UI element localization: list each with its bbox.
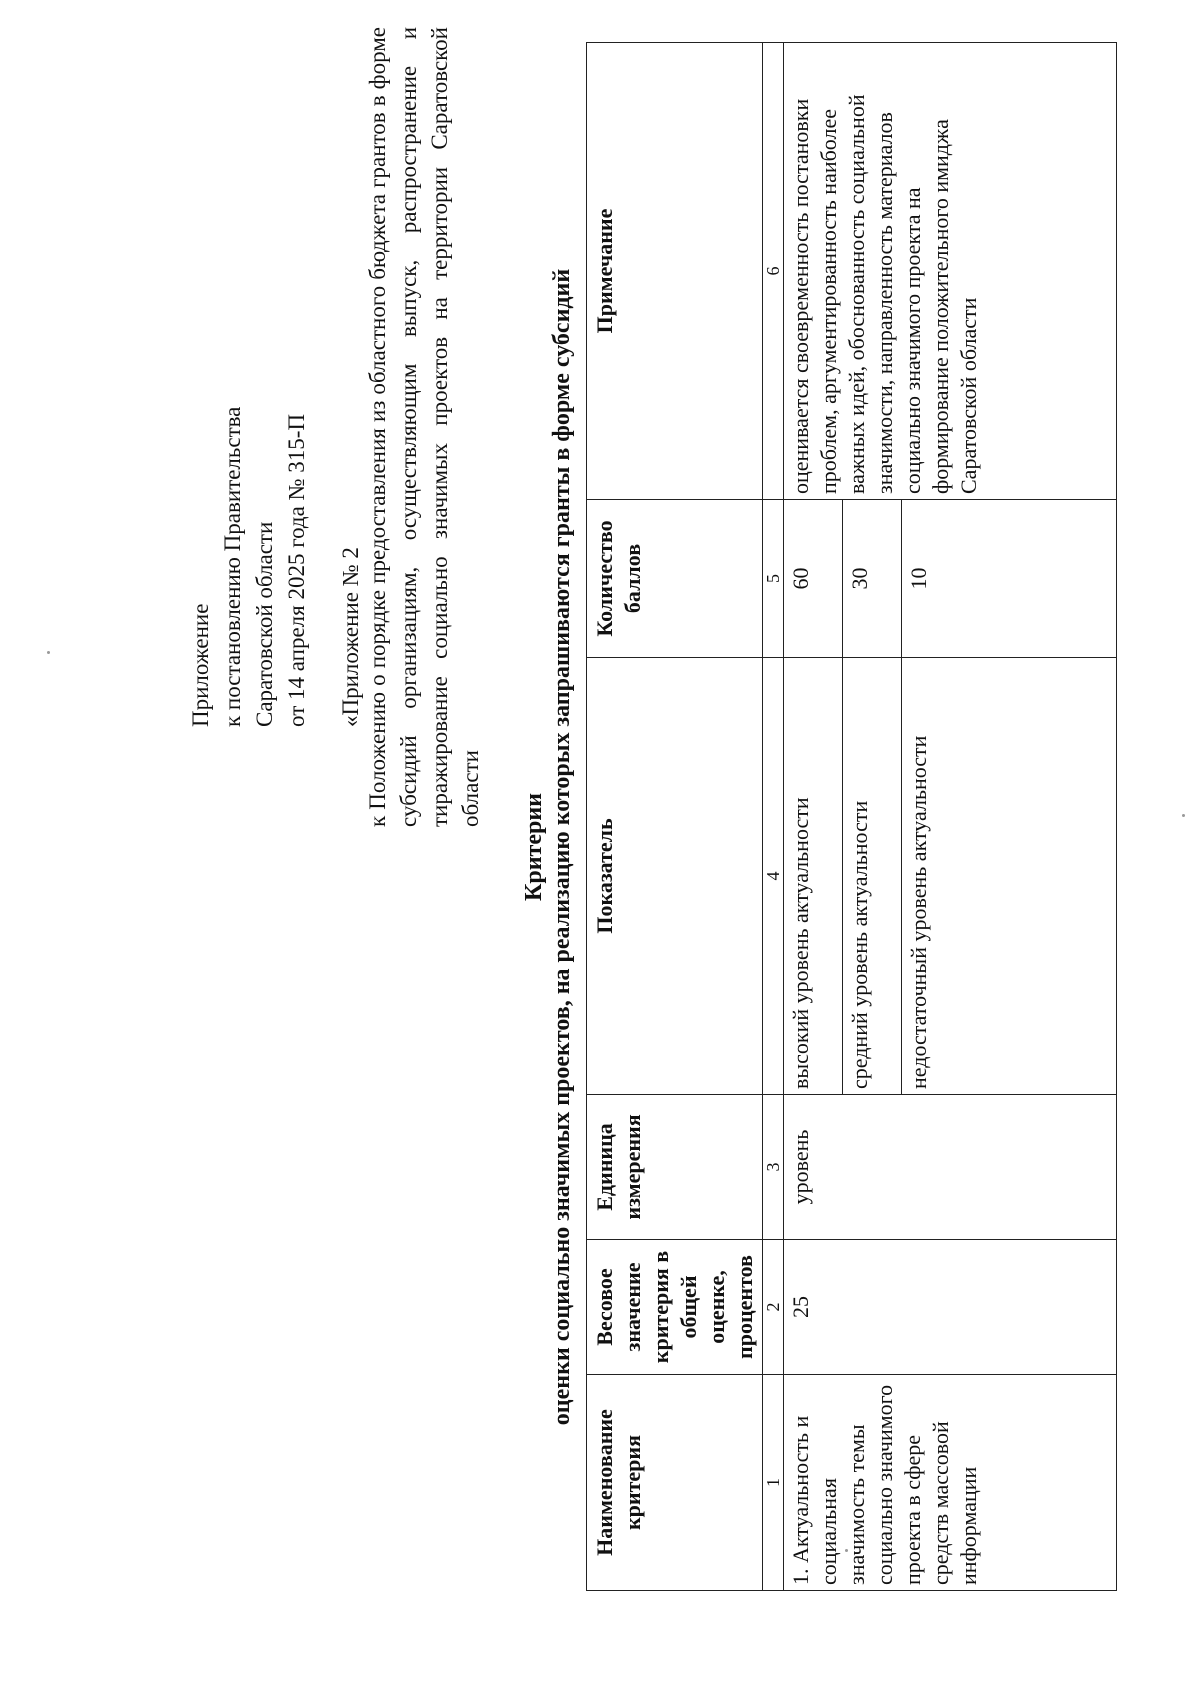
header-points: Количество баллов: [587, 500, 763, 658]
indicator-cell: [784, 658, 843, 1095]
appendix-header-line: Саратовской области: [252, 521, 277, 727]
header-weight: Весовое значение критерия в общей оценке, процентов: [587, 1240, 763, 1375]
appendix2-text: к Положению о порядке предоставления из областного бюджета грантов в форме субсидий организациям, осуществляющим выпуск, распространение и тиражирование социально значимых проектов на территории Саратовской области: [365, 27, 483, 827]
column-number: 5: [763, 500, 784, 658]
criterion-weight: 25: [784, 1240, 1117, 1375]
indicator-points: 10: [902, 500, 1117, 658]
column-number: 4: [763, 658, 784, 1095]
document-title-line: Критерии: [521, 792, 547, 902]
column-number: 2: [763, 1240, 784, 1375]
document-subtitle: оценки социально значимых проектов, на реализацию которых запрашиваются гранты в форме субсидий: [549, 268, 575, 1426]
table-header-row: [587, 43, 763, 1591]
criterion-note-cell: [784, 43, 1117, 500]
criteria-table: [586, 42, 1117, 1591]
header-criterion-name: Наименование критерия: [587, 1375, 763, 1591]
column-number: 6: [763, 43, 784, 500]
indicator-text: высокий уровень актуальности: [788, 797, 813, 1089]
indicator-cell: [902, 658, 1117, 1095]
criterion-name: 1. Актуальность и социальная значимость темы социально значимого проекта в сфере средств массовой информации: [788, 1384, 981, 1585]
criterion-name-cell: [784, 1375, 1117, 1591]
appendix-header-line: к постановлению Правительства: [220, 406, 245, 727]
indicator-points: 60: [784, 500, 843, 658]
appendix-header: [185, 207, 367, 727]
appendix-header-line: от 14 апреля 2025 года № 315-П: [284, 413, 309, 727]
indicator-text: недостаточный уровень актуальности: [906, 735, 931, 1089]
column-number: 3: [763, 1095, 784, 1240]
indicator-cell: [843, 658, 902, 1095]
criterion-unit: уровень: [784, 1095, 1117, 1240]
header-indicator: Показатель: [587, 658, 763, 1095]
appendix-header-line: Приложение: [188, 603, 213, 727]
column-number-row: [763, 43, 784, 1591]
table-row: [784, 43, 843, 1591]
scan-speck: [1182, 814, 1185, 817]
document-title: [520, 97, 576, 1597]
scan-speck: [47, 651, 50, 654]
criterion-note: оценивается своевременность постановки проблем, аргументированность наиболее важных идей, обоснованность социальной значимости, направленность материалов социально значимого проекта на формирование положительного имиджа Саратовской области: [788, 94, 981, 494]
header-note: Примечание: [587, 43, 763, 500]
indicator-points: 30: [843, 500, 902, 658]
appendix2-title: «Приложение № 2: [338, 547, 363, 727]
indicator-text: средний уровень актуальности: [847, 800, 872, 1089]
column-number: 1: [763, 1375, 784, 1591]
header-unit: Единица измерения: [587, 1095, 763, 1240]
